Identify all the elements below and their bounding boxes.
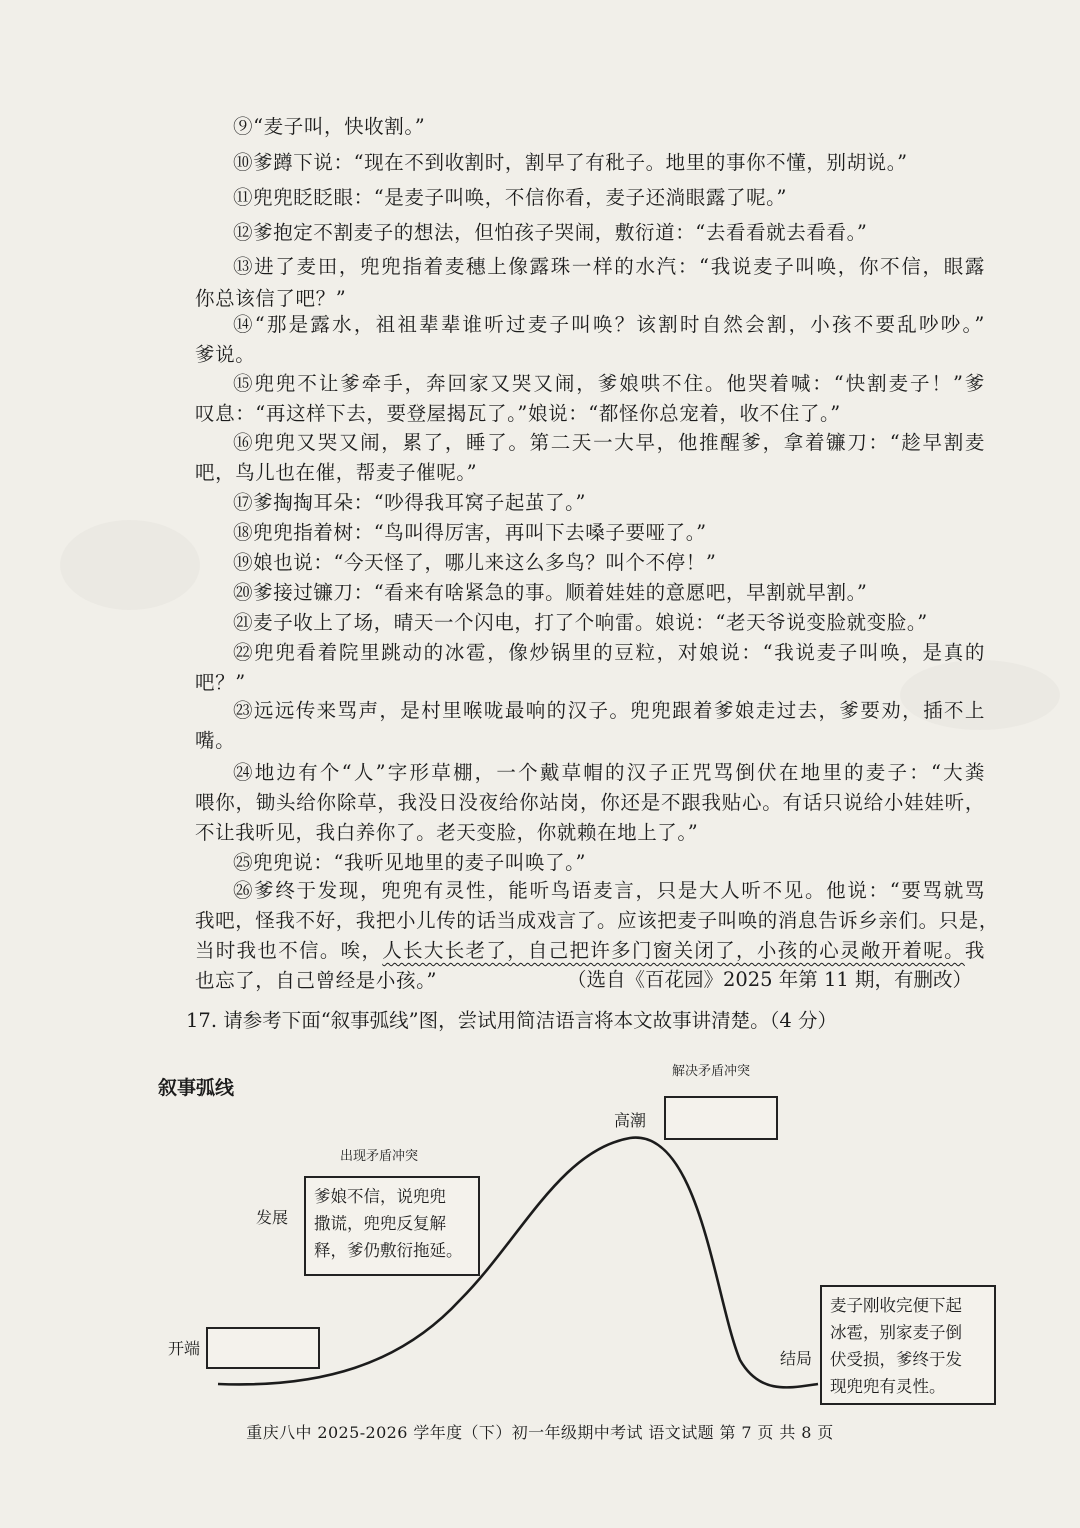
paragraph-19: ⑲娘也说：“今天怪了，哪儿来这么多鸟？叫个不停！” (233, 551, 717, 574)
paragraph-23-line-2: 嘴。 (195, 729, 236, 752)
paragraph-12: ⑫爹抱定不割麦子的想法，但怕孩子哭闹，敷衍道：“去看看就去看看。” (233, 221, 868, 244)
stage-climax-box-text (666, 1098, 776, 1108)
stage-climax-box (664, 1096, 778, 1140)
paragraph-14-line-2: 爹说。 (195, 343, 256, 366)
paragraph-24-line-1: ㉔地边有个“人”字形草棚，一个戴草帽的汉子正咒骂倒伏在地里的麦子：“大粪 (233, 761, 985, 784)
ending-line-2: 冰雹，别家麦子倒 (830, 1323, 962, 1342)
paragraph-17: ⑰爹掏掏耳朵：“吵得我耳窝子起茧了。” (233, 491, 587, 514)
ending-line-4: 现兜兜有灵性。 (830, 1377, 946, 1396)
line-text-after: 我 (964, 939, 985, 962)
paragraph-23-line-1: ㉓远远传来骂声，是村里喉咙最响的汉子。兜兜跟着爹娘走过去，爹要劝，插不上 (233, 699, 985, 722)
paragraph-18: ⑱兜兜指着树：“鸟叫得厉害，再叫下去嗓子要哑了。” (233, 521, 707, 544)
note-conflict-resolved: 解决矛盾冲突 (672, 1064, 751, 1079)
stage-ending-label: 结局 (780, 1349, 813, 1368)
note-conflict-appears: 出现矛盾冲突 (340, 1149, 419, 1164)
wavy-underlined-sentence: 人长大长老了，自己把许多门窗关闭了，小孩的心灵敞开着呢。 (382, 939, 965, 962)
stage-development-label: 发展 (256, 1208, 289, 1227)
paragraph-15-line-2: 叹息：“再这样下去，要登屋揭瓦了。”娘说：“都怪你总宠着，收不住了。” (195, 402, 841, 425)
line-text-before: 当时我也不信。唉， (195, 939, 383, 962)
paragraph-13-line-1: ⑬进了麦田，兜兜指着麦穗上像露珠一样的水汽：“我说麦子叫唤，你不信，眼露 (233, 255, 985, 278)
development-line-2: 撒谎，兜兜反复解 (314, 1214, 446, 1233)
paragraph-13-line-2: 你总该信了吧？” (195, 287, 347, 310)
paragraph-26-line-4: 也忘了，自己曾经是小孩。” (195, 969, 438, 992)
stage-start-box-text (208, 1329, 318, 1339)
stage-development-box (304, 1176, 480, 1276)
source-citation: （选自《百花园》2025 年第 11 期，有删改） (566, 968, 972, 991)
paragraph-16-line-1: ⑯兜兜又哭又闹，累了，睡了。第二天一大早，他推醒爹，拿着镰刀：“趁早割麦 (233, 431, 985, 454)
paragraph-20: ⑳爹接过镰刀：“看来有啥紧急的事。顺着娃娃的意愿吧，早割就早割。” (233, 581, 868, 604)
paragraph-26-line-1: ㉖爹终于发现，兜兜有灵性，能听鸟语麦言，只是大人听不见。他说：“要骂就骂 (233, 879, 985, 902)
paragraph-14-line-1: ⑭“那是露水，祖祖辈辈谁听过麦子叫唤？该割时自然会割，小孩不要乱吵吵。” (233, 313, 985, 336)
stage-start-box (206, 1327, 320, 1369)
paragraph-16-line-2: 吧，鸟儿也在催，帮麦子催呢。” (195, 461, 478, 484)
page-footer: 重庆八中 2025-2026 学年度（下）初一年级期中考试 语文试题 第 7 页 共 8 页 (246, 1423, 834, 1442)
stage-development-box-text (306, 1178, 478, 1269)
paragraph-22-line-2: 吧？” (195, 671, 246, 694)
paragraph-15-line-1: ⑮兜兜不让爹牵手，奔回家又哭又闹，爹娘哄不住。他哭着喊：“快割麦子！”爹 (233, 372, 985, 395)
ending-line-3: 伏受损，爹终于发 (830, 1350, 962, 1369)
paragraph-24-line-2: 喂你，锄头给你除草，我没日没夜给你站岗，你还是不跟我贴心。有话只说给小娃娃听， (195, 791, 985, 814)
paragraph-21: ㉑麦子收上了场，晴天一个闪电，打了个响雷。娘说：“老天爷说变脸就变脸。” (233, 611, 928, 634)
paragraph-25: ㉕兜兜说：“我听见地里的麦子叫唤了。” (233, 851, 587, 874)
paragraph-11: ⑪兜兜眨眨眼：“是麦子叫唤，不信你看，麦子还淌眼露了呢。” (233, 186, 788, 209)
arc-title: 叙事弧线 (158, 1077, 235, 1099)
stage-climax-label: 高潮 (614, 1111, 647, 1130)
paragraph-26-line-2: 我吧，怪我不好，我把小儿传的话当成戏言了。应该把麦子叫唤的消息告诉乡亲们。只是， (195, 909, 1000, 932)
paragraph-10: ⑩爹蹲下说：“现在不到收割时，割早了有秕子。地里的事你不懂，别胡说。” (233, 151, 908, 174)
development-line-1: 爹娘不信，说兜兜 (314, 1187, 446, 1206)
paragraph-22-line-1: ㉒兜兜看着院里跳动的冰雹，像炒锅里的豆粒，对娘说：“我说麦子叫唤，是真的 (233, 641, 985, 664)
stage-ending-box (820, 1285, 996, 1405)
question-17: 17. 请参考下面“叙事弧线”图，尝试用简洁语言将本文故事讲清楚。（4 分） (186, 1009, 838, 1032)
paragraph-9: ⑨“麦子叫，快收割。” (233, 115, 426, 138)
ending-line-1: 麦子刚收完便下起 (830, 1296, 962, 1315)
paragraph-24-line-3: 不让我听见，我白养你了。老天变脸，你就赖在地上了。” (195, 821, 699, 844)
development-line-3: 释，爹仍敷衍拖延。 (314, 1241, 463, 1260)
stage-start-label: 开端 (168, 1339, 201, 1358)
stage-ending-box-text (822, 1287, 994, 1405)
